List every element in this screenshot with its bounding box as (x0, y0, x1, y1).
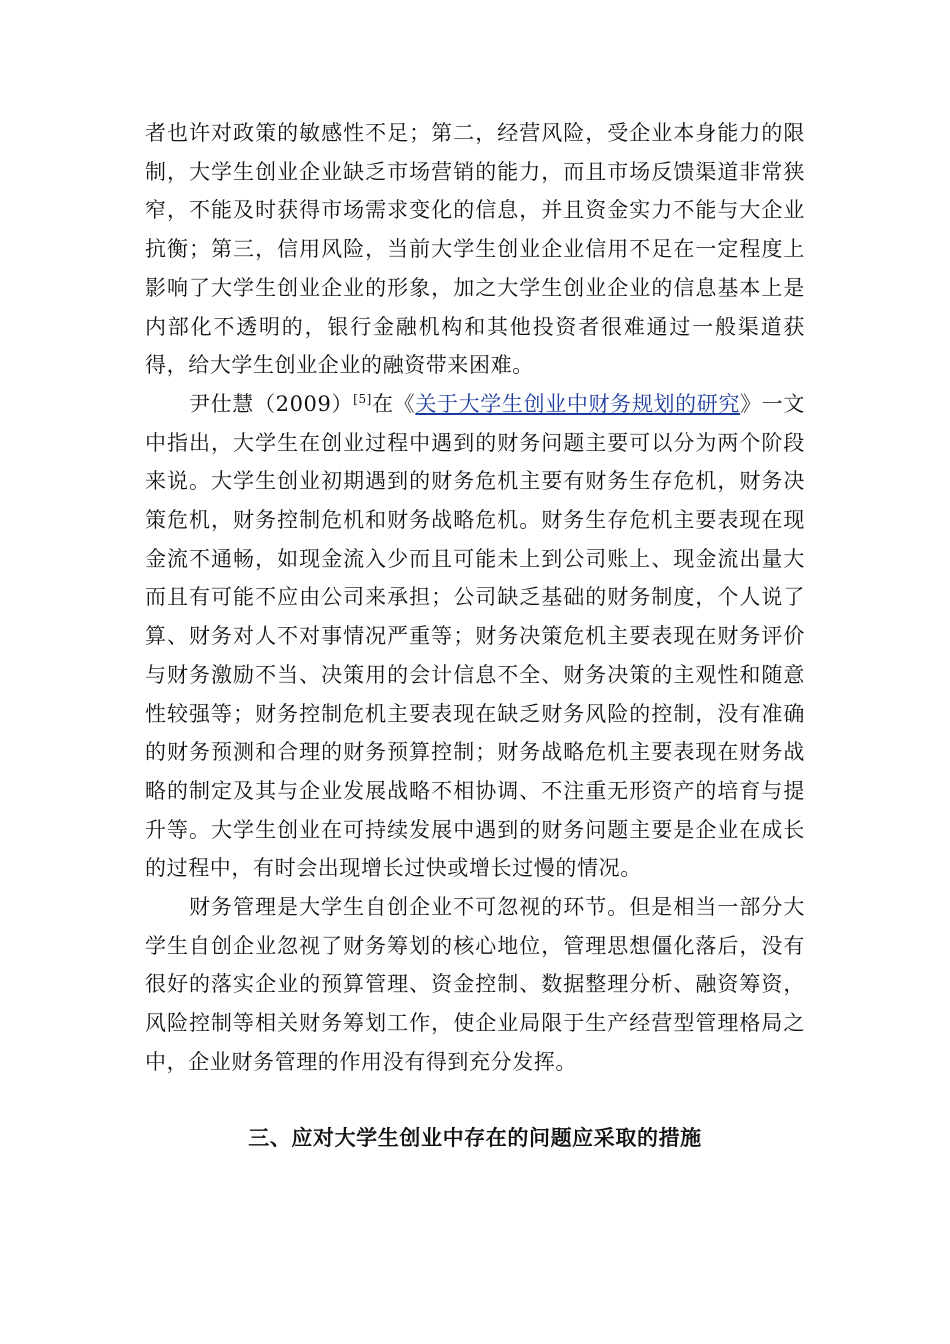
paragraph-2-body: 》一文中指出，大学生在创业过程中遇到的财务问题主要可以分为两个阶段来说。大学生创业初期遇到的财务危机主要有财务生存危机，财务决策危机，财务控制危机和财务战略危机。财务生存危机主要表现在现金流不通畅，如现金流入少而且可能未上到公司账上、现金流出量大而且有可能不应由公司来承担；公司缺乏基础的财务制度，个人说了算、财务对人不对事情况严重等；财务决策危机主要表现在财务评价与财务激励不当、决策用的会计信息不全、财务决策的主观性和随意性较强等；财务控制危机主要表现在缺乏财务风险的控制，没有准确的财务预测和合理的财务预算控制；财务战略危机主要表现在财务战略的制定及其与企业发展战略不相协调、不注重无形资产的培育与提升等。大学生创业在可持续发展中遇到的财务问题主要是企业在成长的过程中，有时会出现增长过快或增长过慢的情况。 (145, 391, 805, 881)
reference-marker: [5] (353, 391, 372, 406)
paragraph-2 (145, 385, 805, 888)
author-citation: 尹仕慧（2009） (189, 391, 354, 416)
paragraph-2-prefix: 在《 (371, 391, 416, 416)
paragraph-3: 财务管理是大学生自创企业不可忽视的环节。但是相当一部分大学生自创企业忽视了财务筹划的核心地位，管理思想僵化落后，没有很好的落实企业的预算管理、资金控制、数据整理分析、融资筹资，风险控制等相关财务筹划工作，使企业局限于生产经营型管理格局之中，企业财务管理的作用没有得到充分发挥。 (145, 895, 805, 1074)
section-heading: 三、应对大学生创业中存在的问题应采取的措施 (248, 1126, 702, 1150)
paper-title-link[interactable]: 关于大学生创业中财务规划的研究 (415, 391, 741, 416)
paragraph-1: 者也许对政策的敏感性不足；第二，经营风险，受企业本身能力的限制，大学生创业企业缺乏市场营销的能力，而且市场反馈渠道非常狭窄，不能及时获得市场需求变化的信息，并且资金实力不能与大企业抗衡；第三，信用风险，当前大学生创业企业信用不足在一定程度上影响了大学生创业企业的形象，加之大学生创业企业的信息基本上是内部化不透明的，银行金融机构和其他投资者很难通过一般渠道获得，给大学生创业企业的融资带来困难。 (145, 121, 805, 378)
document-body (145, 114, 805, 1082)
